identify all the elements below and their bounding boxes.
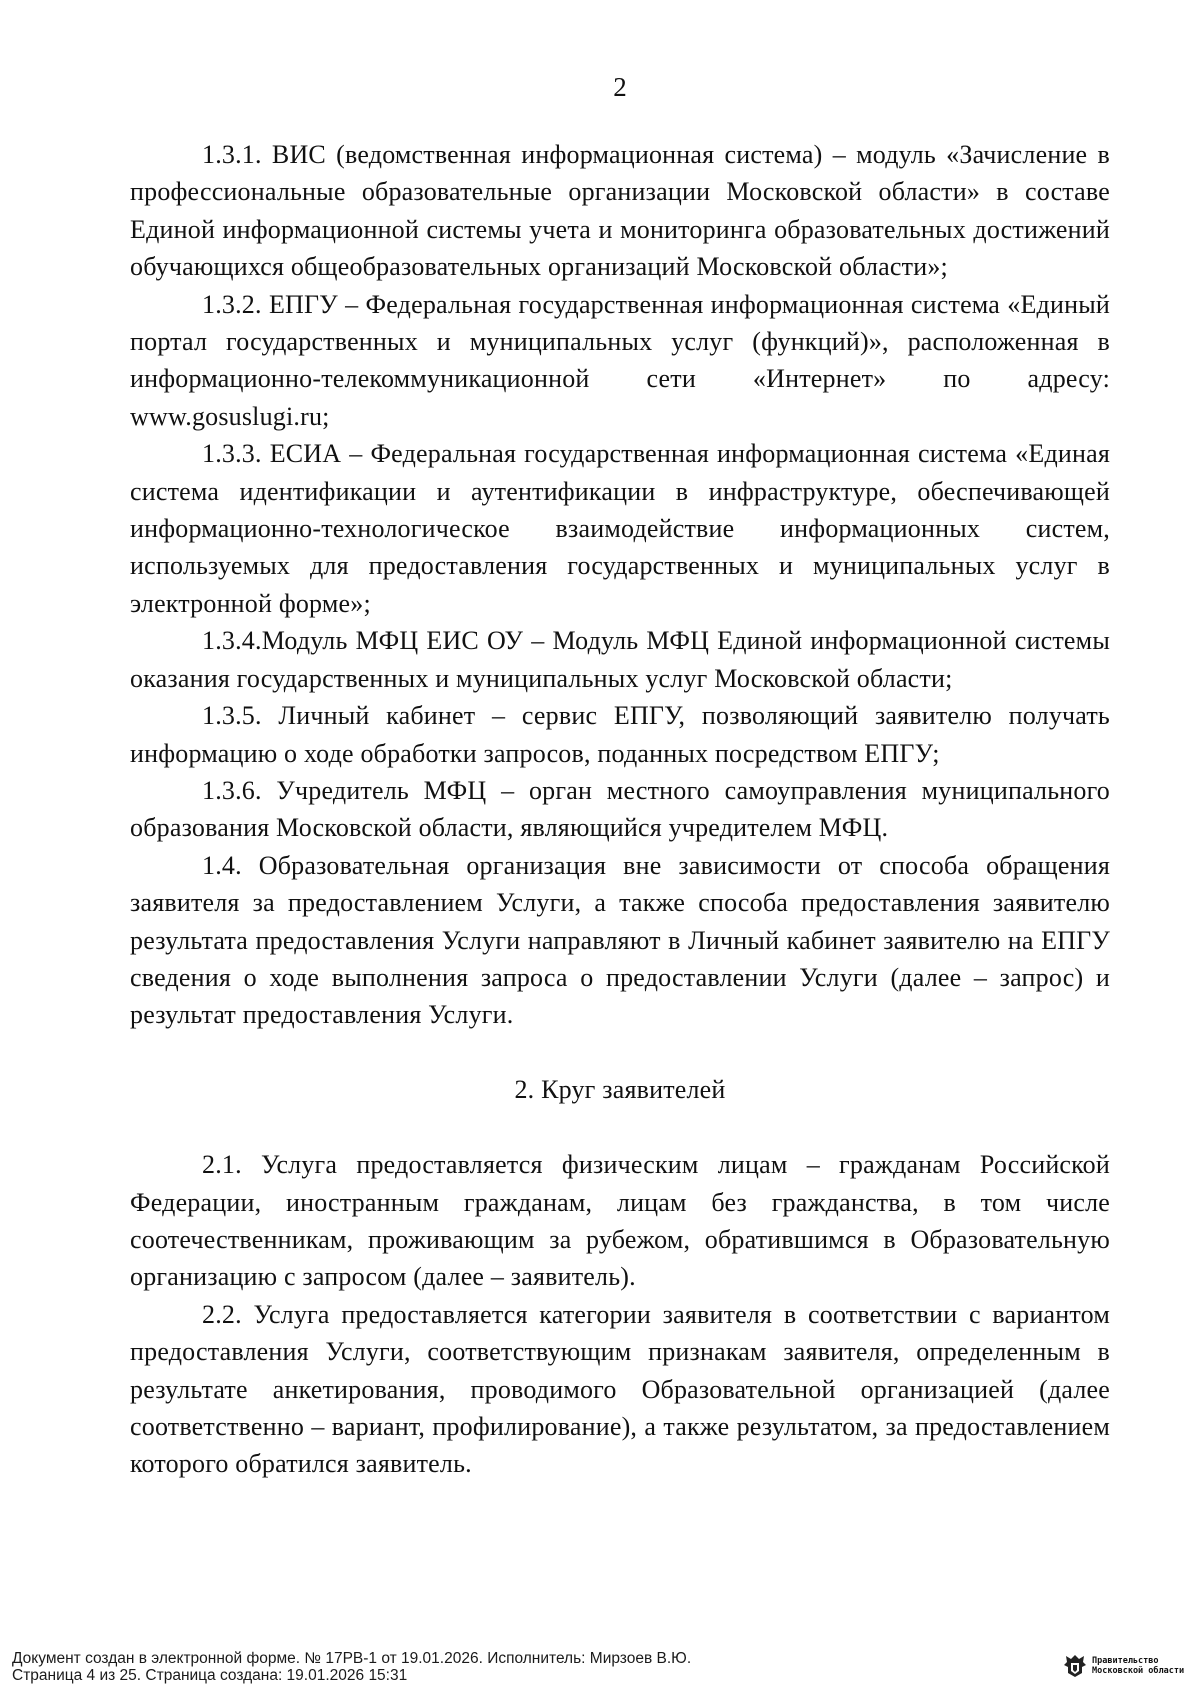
paragraph-2-1: 2.1. Услуга предоставляется физическим лицам – гражданам Российской Федерации, иностранным гражданам, лицам без гражданства, в том числе соотечественникам, проживающим за рубежом, обратившимся в Образовательную организацию с запросом (далее – заявитель). [130,1150,1110,1292]
footer-line-1: Документ создан в электронной форме. № 17РВ-1 от 19.01.2026. Исполнитель: Мирзоев В.Ю. [12,1650,692,1667]
paragraph-1-3-1: 1.3.1. ВИС (ведомственная информационная система) – модуль «Зачисление в профессиональные образовательные организации Московской области» в составе Единой информационной системы учета и мониторинга образовательных достижений обучающихся общеобразовательных организаций Московской области»; [130,140,1110,282]
document-body [130,136,1110,1483]
page-number: 2 [613,72,627,102]
government-emblem [1062,1653,1184,1679]
paragraph-1-3-5: 1.3.5. Личный кабинет – сервис ЕПГУ, позволяющий заявителю получать информацию о ходе обработки запросов, поданных посредством ЕПГУ; [130,701,1110,768]
coat-of-arms-icon [1062,1653,1088,1679]
emblem-line-2: Московской области [1092,1666,1185,1676]
footer-line-2: Страница 4 из 25. Страница создана: 19.01.2026 15:31 [12,1667,408,1684]
document-footer [12,1650,691,1684]
paragraph-1-3-6: 1.3.6. Учредитель МФЦ – орган местного самоуправления муниципального образования Московской области, являющийся учредителем МФЦ. [130,775,1110,843]
paragraph-1-3-3: 1.3.3. ЕСИА – Федеральная государственная информационная система «Единая система идентификации и аутентификации в инфраструктуре, обеспечивающей информационно-технологическое взаимодействие информационных систем, используемых для предоставления государственных и муниципальных услуг в электронной форме»; [130,439,1110,618]
paragraph-1-4: 1.4. Образовательная организация вне зависимости от способа обращения заявителя за предоставлением Услуги, а также способа предоставления заявителю результата предоставления Услуги направляют в Личный кабинет заявителю на ЕПГУ сведения о ходе выполнения запроса о предоставлении Услуги (далее – запрос) и результат предоставления Услуги. [130,850,1110,1030]
paragraph-1-3-2: 1.3.2. ЕПГУ – Федеральная государственная информационная система «Единый портал государственных и муниципальных услуг (функций)», расположенная в информационно-телекоммуникационной сети «Интернет» по адресу: www.gosuslugi.ru; [130,289,1110,431]
paragraph-2-2: 2.2. Услуга предоставляется категории заявителя в соответствии с вариантом предоставления Услуги, соответствующим признакам заявителя, определенным в результате анкетирования, проводимого Образовательной организацией (далее соответственно – вариант, профилирование), а также результатом, за предоставлением которого обратился заявитель. [130,1299,1110,1479]
section-heading: 2. Круг заявителей [514,1074,726,1104]
emblem-line-1: Правительство [1092,1656,1159,1666]
paragraph-1-3-4: 1.3.4.Модуль МФЦ ЕИС ОУ – Модуль МФЦ Единой информационной системы оказания государственных и муниципальных услуг Московской области; [130,626,1110,693]
